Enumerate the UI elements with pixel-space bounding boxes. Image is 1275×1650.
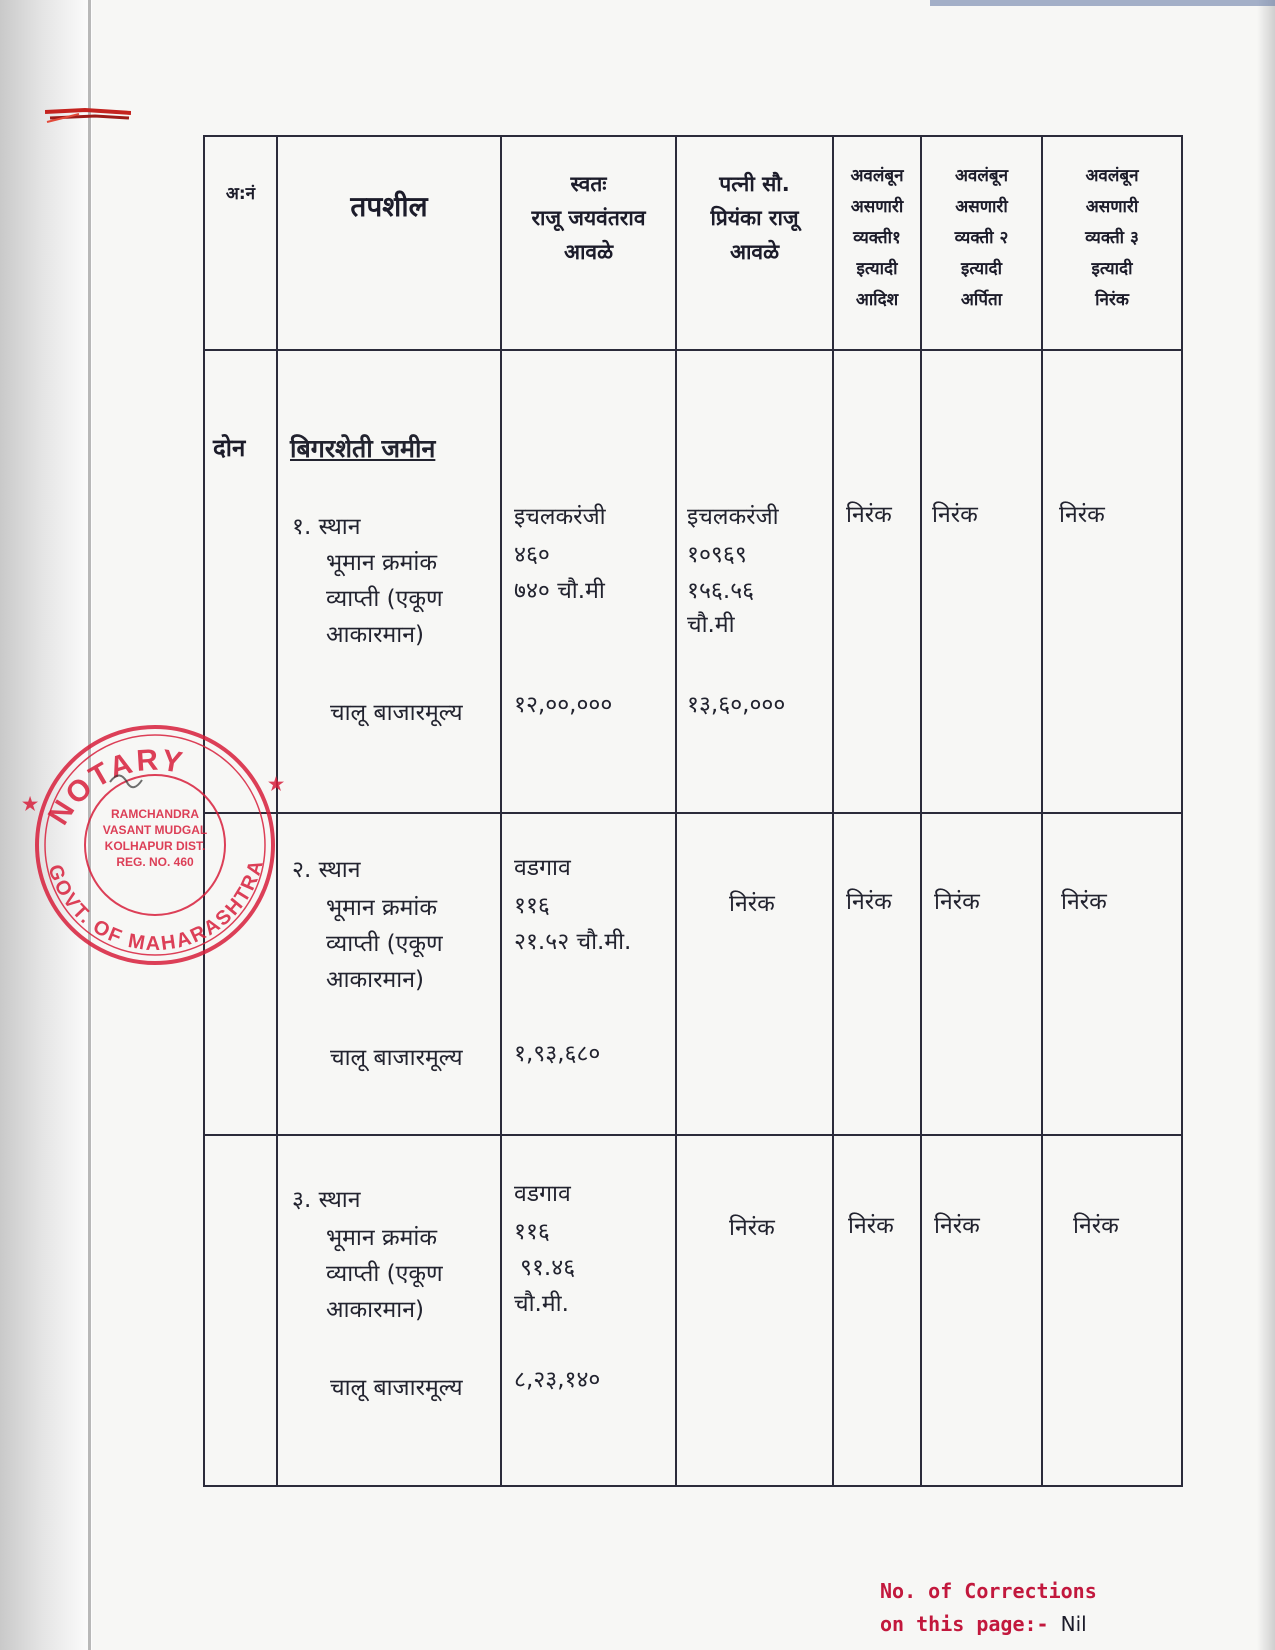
dep2-cell (921, 813, 1042, 1135)
header-dependent-3 (1042, 136, 1182, 350)
self-area: २१.५२ चौ.मी. (514, 928, 632, 955)
dep3-cell (1042, 813, 1182, 1135)
dep3-value: निरंक (1073, 1213, 1119, 1240)
header-self-line: राजू जयवंतराव (531, 206, 646, 230)
market-value-label: चालू बाजारमूल्य (330, 1044, 463, 1071)
header-dep2-line: व्यक्ती २ (954, 228, 1009, 248)
header-dep1-line: व्यक्ती१ (853, 228, 901, 248)
header-dep1-line: असणारी (850, 197, 904, 217)
self-place: वडगाव (514, 1181, 571, 1208)
svg-text:GOVT. OF MAHARASHTRA (43, 856, 268, 955)
wife-area-unit: चौ.मी (687, 612, 735, 639)
stamp-line: VASANT MUDGAL (102, 823, 208, 837)
dep2-value: निरंक (932, 502, 978, 529)
header-wife-line: आवळे (729, 240, 780, 264)
dep1-cell (833, 813, 921, 1135)
stamp-line: RAMCHANDRA (111, 807, 199, 821)
wife-place: इचलकरंजी (687, 504, 779, 531)
corrections-line1: No. of Corrections (880, 1579, 1097, 1603)
corrections-line2-row (880, 1608, 1097, 1641)
header-dep1-line: आदिश (855, 290, 899, 310)
details-cell (277, 350, 501, 813)
header-dep2-line: असणारी (955, 197, 1008, 217)
section-sr: दोन (213, 434, 246, 463)
page-top-tab (930, 0, 1275, 6)
wife-area: १५६.५६ (687, 578, 755, 605)
header-self (501, 136, 676, 350)
header-dep3-line: व्यक्ती ३ (1085, 228, 1139, 248)
self-survey: ११६ (514, 1219, 550, 1246)
self-value: १,९३,६८० (514, 1040, 601, 1067)
section-title: बिगरशेती जमीन (290, 434, 436, 464)
survey-label: भूमान क्रमांक (326, 550, 437, 577)
dep2-value: निरंक (934, 888, 980, 915)
details-cell (277, 1135, 501, 1486)
wife-value: निरंक (729, 1215, 775, 1242)
page-edge-shadow (1257, 0, 1275, 1650)
corrections-value: Nil (1060, 1612, 1087, 1636)
wife-value: १३,६०,००० (687, 692, 786, 719)
dep2-cell (921, 1135, 1042, 1486)
table-row (204, 813, 1182, 1135)
details-cell (277, 813, 501, 1135)
self-area-unit: चौ.मी. (514, 1291, 569, 1318)
header-wife-line: प्रियंका राजू (710, 206, 799, 230)
self-place: इचलकरंजी (514, 504, 606, 531)
dep1-cell (833, 350, 921, 813)
header-dep2-line: इत्यादी (961, 259, 1002, 279)
market-value-label: चालू बाजारमूल्य (330, 700, 463, 727)
sr-cell (204, 1135, 277, 1486)
header-dep3-line: निरंक (1095, 290, 1129, 310)
header-dep3-line: असणारी (1085, 197, 1139, 217)
header-self-line: स्वतः (570, 172, 607, 196)
header-self-line: आवळे (563, 240, 614, 264)
self-survey: ११६ (514, 892, 550, 919)
area-label-cont: आकारमान) (326, 1297, 424, 1324)
dep1-value: निरंक (848, 1213, 894, 1240)
stamp-line: KOLHAPUR DIST. (104, 839, 206, 853)
assets-table (203, 135, 1183, 1487)
svg-text:★: ★ (268, 774, 285, 794)
dep2-value: निरंक (934, 1213, 980, 1240)
header-wife-line: पत्नी सौ. (719, 172, 790, 196)
survey-label: भूमान क्रमांक (326, 894, 437, 921)
dep1-cell (833, 1135, 921, 1486)
self-area: ७४० चौ.मी (514, 578, 605, 605)
header-wife (676, 136, 833, 350)
area-label-cont: आकारमान) (326, 966, 424, 993)
area-label: व्याप्ती (एकूण (326, 930, 443, 957)
header-dependent-2 (921, 136, 1042, 350)
self-value: ८,२३,१४० (514, 1367, 601, 1394)
wife-survey: १०९६९ (687, 542, 747, 569)
dep1-value: निरंक (846, 502, 892, 529)
corrections-note (880, 1575, 1097, 1641)
self-cell (501, 1135, 676, 1486)
wife-cell (676, 1135, 833, 1486)
wife-value: निरंक (729, 890, 775, 917)
header-dep2-line: अर्पिता (960, 290, 1003, 310)
place-label: ३. स्थान (292, 1187, 361, 1214)
svg-text:★: ★ (22, 794, 39, 814)
wife-cell (676, 813, 833, 1135)
place-label: १. स्थान (292, 514, 361, 541)
corrections-line2: on this page:- (880, 1612, 1049, 1636)
dep3-value: निरंक (1059, 502, 1105, 529)
notary-stamp-icon (0, 720, 290, 965)
header-dep2-line: अवलंबून (954, 166, 1009, 186)
dep1-value: निरंक (846, 888, 892, 915)
place-label: २. स्थान (292, 856, 361, 883)
market-value-label: चालू बाजारमूल्य (330, 1375, 463, 1402)
area-label-cont: आकारमान) (326, 622, 424, 649)
header-dep1-line: अवलंबून (850, 166, 904, 186)
self-place: वडगाव (514, 854, 571, 881)
area-label: व्याप्ती (एकूण (326, 1261, 443, 1288)
stamp-bottom-text: GOVT. OF MAHARASHTRA (43, 856, 269, 956)
self-area: ९१.४६ (520, 1255, 576, 1282)
area-label: व्याप्ती (एकूण (326, 586, 443, 613)
table-row (204, 1135, 1182, 1486)
dep3-cell (1042, 350, 1182, 813)
dep3-value: निरंक (1061, 888, 1107, 915)
header-sr-no: अ:नं (204, 136, 277, 350)
wife-cell (676, 350, 833, 813)
self-value: १२,००,००० (514, 692, 613, 719)
dep2-cell (921, 350, 1042, 813)
table-row (204, 350, 1182, 813)
header-dep3-line: अवलंबून (1085, 166, 1139, 186)
stamp-top-text: NOTARY (41, 743, 188, 831)
stamp-line: REG. NO. 460 (116, 855, 194, 869)
survey-label: भूमान क्रमांक (326, 1225, 437, 1252)
self-cell (501, 350, 676, 813)
header-dep1-line: इत्यादी (856, 259, 898, 279)
dep3-cell (1042, 1135, 1182, 1486)
header-dep3-line: इत्यादी (1091, 259, 1133, 279)
header-details: तपशील (277, 136, 501, 350)
self-survey: ४६० (514, 542, 550, 569)
header-dependent-1 (833, 136, 921, 350)
self-cell (501, 813, 676, 1135)
table-header-row (204, 136, 1182, 350)
binding-thread-icon (45, 104, 131, 130)
